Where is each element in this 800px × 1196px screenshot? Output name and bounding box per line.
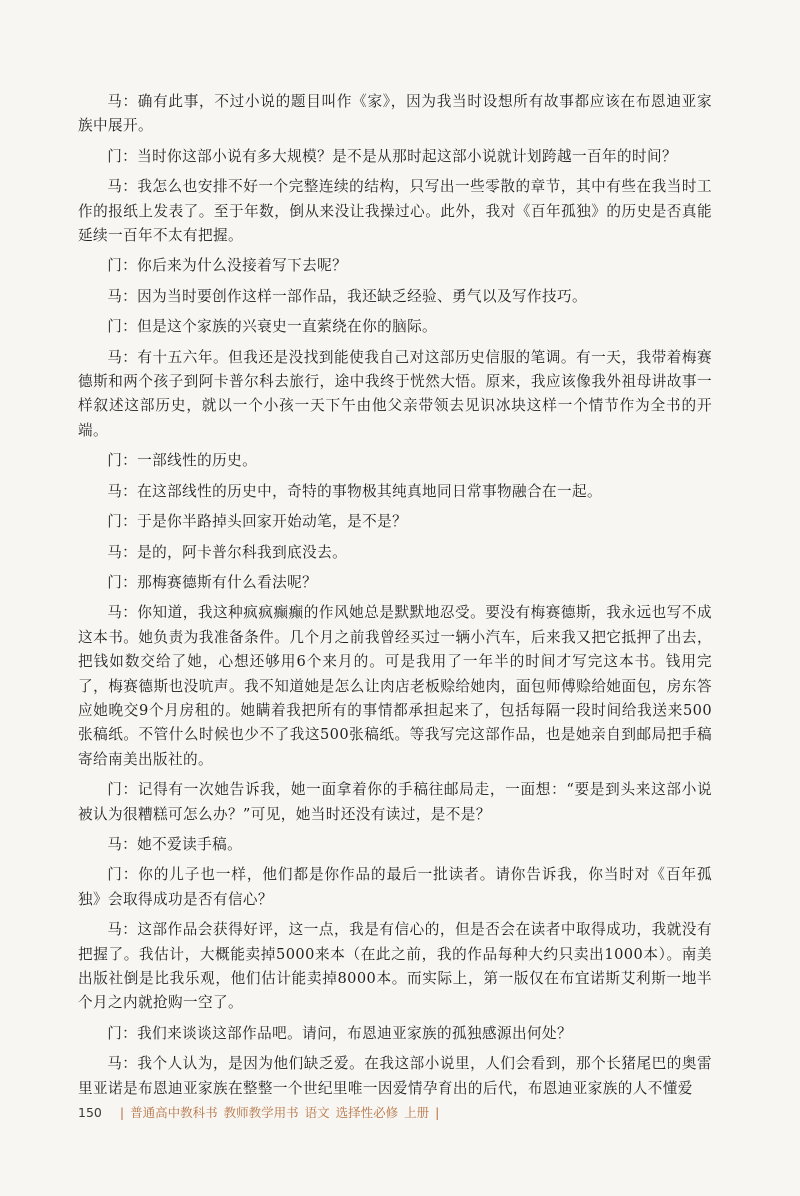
footer-volume: 选择性必修	[335, 1105, 399, 1120]
footer-divider-end: |	[435, 1105, 440, 1120]
paragraph: 门：我们来谈谈这部作品吧。请问，布恩迪亚家族的孤独感源出何处？	[107, 1024, 572, 1042]
paragraph: 马：确有此事，不过小说的题目叫作《家》，因为我当时设想所有故事都应该在布恩迪亚家族中展开。	[78, 93, 712, 135]
paragraph: 马：这部作品会获得好评，这一点，我是有信心的，但是否会在读者中取得成功，我就没有把握了。我估计，大概能卖掉5000来本（在此之前，我的作品每种大约只卖出1000本）。南美出版社倒是比我乐观，他们估计能卖掉8000本。而实际上，第一版仅在布宜诺斯艾利斯一地半个月之内就抢购一空了。	[78, 921, 712, 1012]
paragraph: 马：我个人认为，是因为他们缺乏爱。在我这部小说里，人们会看到，那个长猪尾巴的奥雷里亚诺是布恩迪亚家族在整整一个世纪里唯一因爱情孕育出的后代，布恩迪亚家族的人不懂爱	[78, 1055, 712, 1097]
paragraph: 门：那梅赛德斯有什么看法呢？	[107, 573, 318, 591]
paragraph: 马：因为当时要创作这样一部作品，我还缺乏经验、勇气以及写作技巧。	[107, 287, 587, 305]
paragraph: 马：有十五六年。但我还是没找到能使我自己对这部历史信服的笔调。有一天，我带着梅赛德斯和两个孩子到阿卡普尔科去旅行，途中我终于恍然大悟。原来，我应该像我外祖母讲故事一样叙述这部历史，就以一个小孩一天下午由他父亲带领去见识冰块这样一个情节作为全书的开端。	[78, 348, 712, 439]
paragraph: 马：在这部线性的历史中，奇特的事物极其纯真地同日常事物融合在一起。	[107, 482, 602, 500]
footer-subject: 语文	[304, 1105, 330, 1120]
document-body	[78, 90, 712, 1107]
paragraph: 门：于是你半路掉头回家开始动笔，是不是？	[107, 513, 408, 531]
paragraph: 马：她不爱读手稿。	[107, 835, 243, 853]
paragraph: 马：是的，阿卡普尔科我到底没去。	[107, 543, 348, 561]
footer-series: 普通高中教科书	[130, 1105, 218, 1120]
paragraph: 门：但是这个家族的兴衰史一直萦绕在你的脑际。	[107, 318, 438, 336]
footer-book-type: 教师教学用书	[223, 1105, 299, 1120]
footer-divider: |	[119, 1105, 125, 1120]
paragraph: 门：你的儿子也一样，他们都是你作品的最后一批读者。请你告诉我，你当时对《百年孤独》会取得成功是否有信心？	[78, 866, 712, 908]
page-number: 150	[78, 1105, 102, 1120]
paragraph: 门：记得有一次她告诉我，她一面拿着你的手稿往邮局走，一面想：“要是到头来这部小说被认为很糟糕可怎么办？”可见，她当时还没有读过，是不是？	[78, 781, 712, 823]
paragraph: 门：一部线性的历史。	[107, 452, 258, 470]
page-footer	[78, 1103, 445, 1121]
paragraph: 门：你后来为什么没接着写下去呢？	[107, 257, 348, 275]
paragraph: 门：当时你这部小说有多大规模？是不是从那时起这部小说就计划跨越一百年的时间？	[107, 147, 677, 165]
footer-part: 上册	[404, 1105, 430, 1120]
paragraph: 马：我怎么也安排不好一个完整连续的结构，只写出一些零散的章节，其中有些在我当时工作的报纸上发表了。至于年数，倒从来没让我操过心。此外，我对《百年孤独》的历史是否真能延续一百年不太有把握。	[78, 178, 712, 245]
paragraph: 马：你知道，我这种疯疯癫癫的作风她总是默默地忍受。要没有梅赛德斯，我永远也写不成这本书。她负责为我准备条件。几个月之前我曾经买过一辆小汽车，后来我又把它抵押了出去，把钱如数交给了她，心想还够用6个来月的。可是我用了一年半的时间才写完这本书。钱用完了，梅赛德斯也没吭声。我不知道她是怎么让肉店老板赊给她肉，面包师傅赊给她面包，房东答应她晚交9个月房租的。她瞒着我把所有的事情都承担起来了，包括每隔一段时间给我送来500张稿纸。不管什么时候也少不了我这500张稿纸。等我写完这部作品，也是她亲自到邮局把手稿寄给南美出版社的。	[78, 604, 712, 768]
